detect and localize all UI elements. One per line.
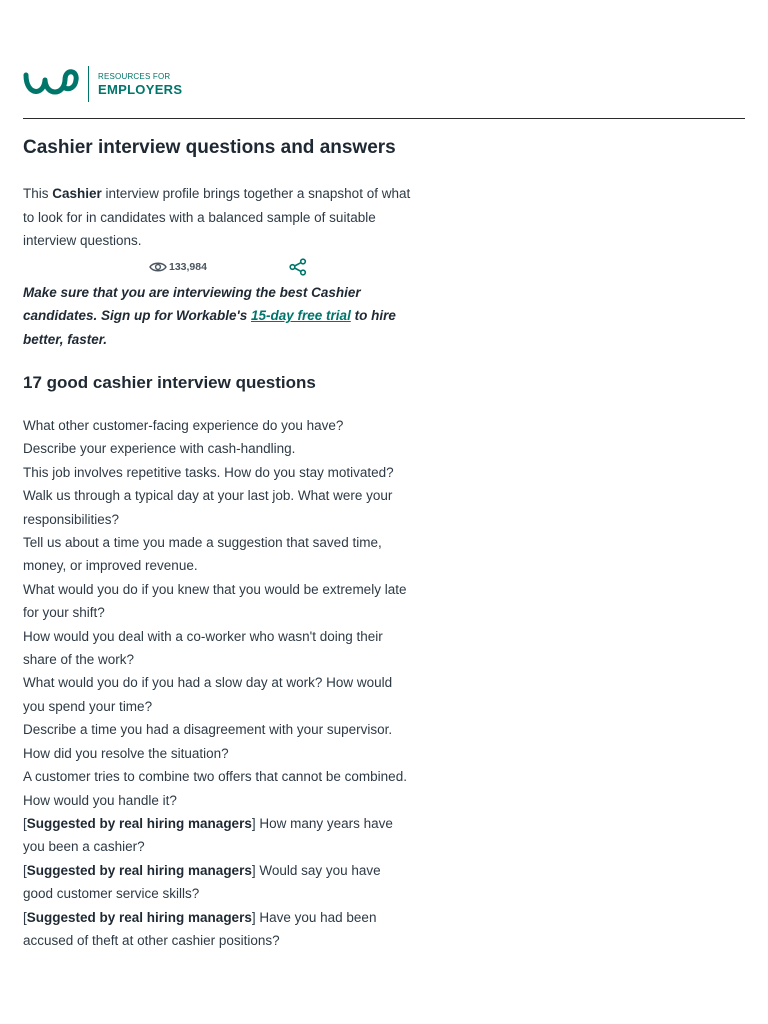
- tag-bracket-open: [: [23, 815, 27, 831]
- question-text: Describe a time you had a disagreement with your supervisor. How did you resolve the situation?: [23, 722, 393, 761]
- logo-divider: [88, 66, 89, 102]
- question-text: This job involves repetitive tasks. How do you stay motivated?: [23, 464, 394, 480]
- question-item: [23, 812, 413, 859]
- question-item: [23, 671, 413, 718]
- article-meta: [23, 255, 413, 279]
- cta-post: to hire better, faster.: [23, 308, 396, 347]
- question-item: [23, 906, 413, 953]
- question-list: [23, 414, 413, 952]
- question-item: [23, 461, 413, 484]
- tag-bracket-open: [: [23, 909, 27, 925]
- intro-pre: This: [23, 186, 53, 201]
- question-item: [23, 578, 413, 625]
- question-text: What would you do if you knew that you would be extremely late for your shift?: [23, 581, 407, 621]
- hiring-manager-tag: Suggested by real hiring managers: [26, 909, 252, 925]
- view-count: [149, 261, 207, 273]
- question-item: [23, 414, 413, 437]
- tag-bracket-close: ]: [251, 909, 256, 925]
- header-divider: [23, 118, 745, 119]
- tag-bracket-close: ]: [251, 862, 256, 878]
- question-text: Tell us about a time you made a suggestion that saved time, money, or improved revenue.: [23, 535, 382, 574]
- question-text: Walk us through a typical day at your last job. What were your responsibilities?: [23, 488, 393, 527]
- question-text: Would say you have good customer service skills?: [23, 862, 381, 902]
- question-item: [23, 625, 413, 672]
- hiring-manager-tag: Suggested by real hiring managers: [26, 862, 252, 878]
- cta-pre: Make sure that you are interviewing the best Cashier candidates. Sign up for Workable's: [23, 284, 361, 323]
- intro-paragraph: [23, 182, 413, 253]
- article-content: [23, 134, 413, 952]
- section-title: 17 good cashier interview questions: [23, 373, 316, 392]
- question-text: How many years have you been a cashier?: [23, 815, 393, 855]
- intro-post: interview profile brings together a snapshot of what to look for in candidates with a balanced sample of suitable interview questions.: [23, 186, 411, 248]
- intro-role: Cashier: [52, 186, 102, 201]
- question-text: A customer tries to combine two offers that cannot be combined. How would you handle it?: [23, 769, 407, 808]
- free-trial-link[interactable]: 15-day free trial: [251, 308, 351, 323]
- question-item: [23, 718, 413, 765]
- question-item: [23, 484, 413, 531]
- question-text: What would you do if you had a slow day at work? How would you spend your time?: [23, 675, 393, 714]
- site-header: [23, 64, 182, 104]
- tag-bracket-open: [: [23, 862, 27, 878]
- hiring-manager-tag: Suggested by real hiring managers: [26, 815, 252, 831]
- question-item: [23, 765, 413, 812]
- logo-tagline: RESOURCES FOR: [98, 71, 171, 81]
- trial-cta: [23, 281, 413, 352]
- logo-title: EMPLOYERS: [98, 81, 183, 97]
- question-text: How would you deal with a co-worker who wasn't doing their share of the work?: [23, 628, 383, 668]
- question-text: Describe your experience with cash-handling.: [23, 441, 296, 457]
- logo-text[interactable]: [98, 72, 182, 97]
- share-icon[interactable]: [289, 258, 307, 276]
- question-text: Have you had been accused of theft at other cashier positions?: [23, 909, 377, 948]
- question-item: [23, 859, 413, 906]
- page-title: Cashier interview questions and answers: [23, 137, 396, 158]
- question-text: What other customer-facing experience do you have?: [23, 418, 344, 433]
- eye-icon: [149, 261, 167, 273]
- question-item: [23, 437, 413, 460]
- workable-w-logo-icon[interactable]: [23, 66, 79, 102]
- question-item: [23, 531, 413, 578]
- view-count-value: 133,984: [169, 260, 207, 273]
- tag-bracket-close: ]: [251, 815, 256, 831]
